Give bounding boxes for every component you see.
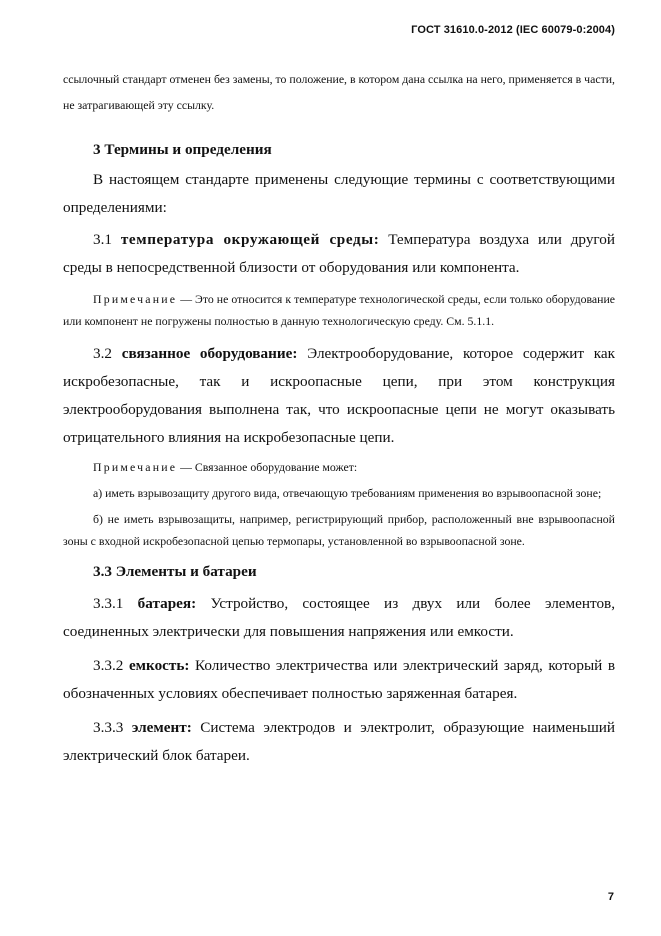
note-text: — Связанное оборудование может: — [180, 460, 358, 474]
term-number: 3.3.3 — [93, 719, 124, 736]
note-3-2 — [63, 456, 615, 478]
section-3-3-title: 3.3 Элементы и батареи — [93, 563, 257, 580]
term-definition: Электрооборудование, которое содержит как искробезопасные, так и искроопасные цепи, при этом конструкция электрооборудования выполнена так, что искроопасные цепи не могут оказывать отрицательного влияния на искробезопасные цепи. — [63, 345, 616, 446]
note-item-b: б) не иметь взрывозащиты, например, регистрирующий прибор, расположенный вне взрывоопасной зоны с входной искробезопасной цепью термопары, установленной во взрывоопасной зоне. — [63, 512, 615, 548]
document-header: ГОСТ 31610.0-2012 (IEC 60079-0:2004) — [411, 24, 615, 36]
note-text: — Это не относится к температуре технологической среды, если только оборудование или компонент не погружены полностью в данную технологическую среду. См. 5.1.1. — [63, 292, 615, 328]
term-3-1 — [63, 226, 615, 282]
term-number: 3.3.1 — [93, 595, 124, 612]
note-3-1 — [63, 288, 615, 332]
term-3-2 — [63, 340, 615, 452]
term-3-3-1 — [63, 590, 615, 646]
term-3-3-2 — [63, 652, 615, 708]
term-definition: Система электродов и электролит, образующие наименьший электрический блок батареи. — [63, 719, 616, 764]
term-number: 3.2 — [93, 345, 112, 362]
intro-paragraph: ссылочный стандарт отменен без замены, то положение, в котором дана ссылка на него, применяется в части, не затрагивающей эту ссылку. — [63, 72, 615, 112]
term-name: емкость: — [128, 657, 190, 674]
term-definition: Устройство, состоящее из двух или более элементов, соединенных электрически для повышения напряжения или емкости. — [63, 595, 615, 640]
note-label: Примечание — [93, 292, 178, 306]
section-3-intro: В настоящем стандарте применены следующие термины с соответствующими определениями: — [63, 171, 615, 216]
term-name: связанное оборудование: — [121, 345, 298, 362]
page-content — [63, 66, 615, 770]
page-number: 7 — [607, 891, 614, 903]
note-item-a: а) иметь взрывозащиту другого вида, отвечающую требованиям применения во взрывоопасной зоне; — [93, 486, 602, 500]
term-definition: Температура воздуха или другой среды в непосредственной близости от оборудования или компонента. — [63, 231, 615, 276]
term-definition: Количество электричества или электрический заряд, который в обозначенных условиях обеспечивает полностью заряженная батарея. — [63, 657, 615, 702]
section-3-title: 3 Термины и определения — [93, 141, 272, 158]
term-3-3-3 — [63, 714, 615, 770]
note-label: Примечание — [93, 460, 178, 474]
term-name: температура окружающей среды: — [120, 231, 380, 248]
term-name: элемент: — [131, 719, 192, 736]
term-number: 3.1 — [93, 231, 112, 248]
term-number: 3.3.2 — [93, 657, 124, 674]
term-name: батарея: — [137, 595, 197, 612]
